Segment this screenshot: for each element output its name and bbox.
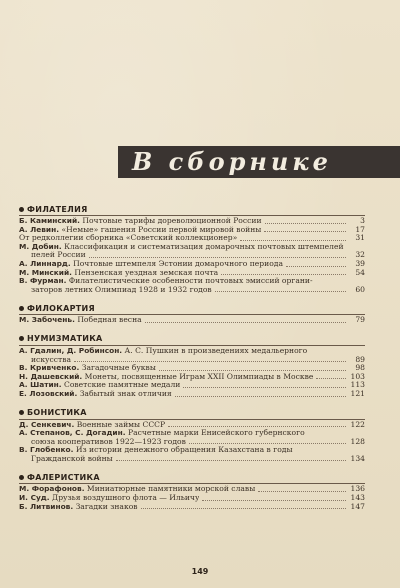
entry-title-continuation: заторов летних Олимпиад 1928 и 1932 годов bbox=[31, 285, 212, 294]
entry-author: Д. Сенкевич. bbox=[19, 420, 75, 429]
leader-dots bbox=[316, 378, 346, 379]
toc-entry[interactable] bbox=[19, 243, 365, 252]
entry-title: Почтовые тарифы дореволюционной России bbox=[82, 217, 262, 225]
entry-text bbox=[19, 503, 138, 512]
entry-title: Победная весна bbox=[77, 316, 142, 325]
entry-author: М. Минский. bbox=[19, 268, 72, 277]
toc-entry[interactable] bbox=[19, 269, 365, 278]
bullet-icon bbox=[19, 410, 24, 415]
entry-author: М. Забочень. bbox=[19, 316, 75, 325]
entry-title: Классификация и систематизация домарочных почтовых штемпелей bbox=[64, 242, 344, 251]
entry-text bbox=[19, 421, 165, 430]
toc-entry-continuation bbox=[19, 286, 365, 295]
entry-title: От редколлегии сборника «Советский коллекционер» bbox=[19, 234, 238, 243]
entry-author: Е. Лозовский. bbox=[19, 389, 78, 398]
entry-page-number: 39 bbox=[355, 258, 365, 268]
entry-text bbox=[19, 260, 283, 269]
entry-author: Б. Каминский. bbox=[19, 217, 80, 225]
toc-entry[interactable] bbox=[19, 421, 365, 430]
entry-text bbox=[19, 390, 172, 399]
leader-dots bbox=[159, 370, 346, 371]
entry-page-number: 134 bbox=[350, 453, 365, 463]
entry-page-number: 17 bbox=[355, 224, 365, 234]
leader-dots bbox=[286, 266, 346, 267]
section-heading-text: ФАЛЕРИСТИКА bbox=[27, 472, 100, 482]
toc-entry[interactable] bbox=[19, 234, 365, 243]
entry-page-number: 122 bbox=[350, 419, 365, 429]
table-of-contents bbox=[19, 204, 365, 520]
leader-dots bbox=[74, 361, 346, 362]
leader-dots bbox=[215, 291, 346, 292]
section-heading-text: ФИЛАТЕЛИЯ bbox=[27, 204, 88, 214]
entry-text bbox=[19, 429, 305, 438]
entry-title: Загадочные буквы bbox=[81, 364, 156, 373]
toc-entry[interactable] bbox=[19, 347, 365, 356]
section-divider bbox=[19, 215, 365, 216]
entry-page-number: 32 bbox=[355, 250, 365, 260]
leader-dots bbox=[141, 508, 346, 509]
entry-page-number: 89 bbox=[355, 354, 365, 364]
entry-text bbox=[19, 364, 156, 373]
toc-entry[interactable] bbox=[19, 494, 365, 503]
entry-text bbox=[19, 446, 293, 455]
toc-section bbox=[19, 408, 365, 464]
entry-title: Из истории денежного обращения Казахстана в годы bbox=[75, 446, 293, 455]
leader-dots bbox=[258, 491, 346, 492]
entry-page-number: 60 bbox=[355, 284, 365, 294]
entry-title-continuation: союза кооперативов 1922—1923 годов bbox=[31, 437, 186, 446]
entry-text bbox=[19, 269, 218, 278]
leader-dots bbox=[145, 322, 346, 323]
leader-dots bbox=[175, 396, 346, 397]
section-heading bbox=[19, 334, 365, 344]
toc-entry[interactable] bbox=[19, 217, 365, 226]
entry-text bbox=[19, 373, 313, 382]
bullet-icon bbox=[19, 306, 24, 311]
entry-page-number: 54 bbox=[355, 267, 365, 277]
entry-author: А. Левин. bbox=[19, 225, 60, 234]
entry-text bbox=[19, 277, 313, 286]
entry-page-number: 103 bbox=[350, 371, 365, 381]
leader-dots bbox=[265, 223, 346, 224]
entry-title: Советские памятные медали bbox=[64, 381, 181, 390]
toc-entry-continuation bbox=[19, 455, 365, 464]
bullet-icon bbox=[19, 336, 24, 341]
entry-author: В. Глобенко. bbox=[19, 446, 74, 455]
entry-text bbox=[19, 226, 261, 235]
entry-title: Пензенская уездная земская почта bbox=[74, 268, 219, 277]
entry-title-continuation: пелей России bbox=[31, 251, 86, 260]
entry-author: А. Шатин. bbox=[19, 381, 62, 390]
toc-entry-continuation bbox=[19, 251, 365, 260]
leader-dots bbox=[221, 274, 346, 275]
entry-title: Военные займы СССР bbox=[76, 420, 166, 429]
toc-entry[interactable] bbox=[19, 485, 365, 494]
entry-title: Друзья воздушного флота — Ильичу bbox=[52, 494, 200, 503]
page-number: 149 bbox=[191, 567, 209, 576]
toc-entry[interactable] bbox=[19, 226, 365, 235]
entry-title: А. С. Пушкин в произведениях медальерного bbox=[124, 346, 308, 355]
section-heading-text: ФИЛОКАРТИЯ bbox=[27, 303, 95, 313]
toc-entry[interactable] bbox=[19, 390, 365, 399]
toc-entry-continuation bbox=[19, 438, 365, 447]
bullet-icon bbox=[19, 475, 24, 480]
entry-text bbox=[19, 494, 199, 503]
entry-author: Н. Дашевский. bbox=[19, 372, 83, 381]
entry-title: «Немые» гашения России первой мировой войны bbox=[61, 225, 262, 234]
entry-title: Загадки знаков bbox=[75, 502, 138, 511]
entry-text bbox=[19, 217, 262, 226]
entry-text bbox=[19, 347, 307, 356]
toc-entry[interactable] bbox=[19, 260, 365, 269]
entry-text bbox=[19, 243, 344, 252]
page-title: В сборнике bbox=[132, 147, 332, 176]
entry-page-number: 79 bbox=[355, 315, 365, 325]
leader-dots bbox=[202, 500, 346, 501]
section-heading-text: НУМИЗМАТИКА bbox=[27, 334, 103, 344]
section-divider bbox=[19, 419, 365, 420]
entry-page-number: 3 bbox=[360, 216, 365, 225]
entry-author: В. Кривченко. bbox=[19, 364, 80, 373]
entry-page-number: 98 bbox=[355, 363, 365, 373]
leader-dots bbox=[189, 443, 346, 444]
leader-dots bbox=[183, 387, 346, 388]
entry-author: И. Суд. bbox=[19, 494, 50, 503]
toc-entry[interactable] bbox=[19, 503, 365, 512]
entry-text bbox=[19, 234, 237, 243]
section-heading bbox=[19, 472, 365, 482]
entry-page-number: 121 bbox=[350, 388, 365, 398]
entry-author: А. Линнард. bbox=[19, 259, 71, 268]
toc-entry[interactable] bbox=[19, 381, 365, 390]
toc-entry[interactable] bbox=[19, 316, 365, 325]
entry-page-number: 128 bbox=[350, 436, 365, 446]
entry-text bbox=[19, 485, 255, 494]
entry-author: М. Форафонов. bbox=[19, 485, 85, 494]
section-heading-text: БОНИСТИКА bbox=[27, 408, 87, 417]
section-divider bbox=[19, 345, 365, 346]
entry-title: Миниатюрные памятники морской славы bbox=[86, 485, 256, 494]
entry-title-continuation: Гражданской войны bbox=[31, 454, 113, 463]
toc-entry[interactable] bbox=[19, 373, 365, 382]
toc-section bbox=[19, 472, 365, 511]
entry-title: Монеты, посвященные Играм XXII Олимпиады в Москве bbox=[84, 372, 314, 381]
entry-page-number: 143 bbox=[350, 493, 365, 503]
entry-text bbox=[19, 381, 180, 390]
entry-page-number: 136 bbox=[350, 484, 365, 494]
section-divider bbox=[19, 314, 365, 315]
toc-section bbox=[19, 334, 365, 399]
leader-dots bbox=[168, 426, 346, 427]
leader-dots bbox=[240, 240, 346, 241]
entry-author: В. Фурман. bbox=[19, 277, 67, 286]
entry-title-continuation: искусства bbox=[31, 355, 72, 364]
toc-section bbox=[19, 303, 365, 325]
bullet-icon bbox=[19, 207, 24, 212]
toc-section bbox=[19, 204, 365, 294]
entry-author: М. Добин. bbox=[19, 242, 62, 251]
leader-dots bbox=[116, 460, 346, 461]
leader-dots bbox=[89, 257, 346, 258]
entry-page-number: 113 bbox=[350, 380, 365, 390]
toc-entry[interactable] bbox=[19, 364, 365, 373]
leader-dots bbox=[264, 231, 346, 232]
entry-text bbox=[19, 316, 142, 325]
section-heading bbox=[19, 204, 365, 214]
toc-entry[interactable] bbox=[19, 277, 365, 286]
entry-title: Забытый знак отличия bbox=[79, 389, 172, 398]
entry-page-number: 31 bbox=[355, 233, 365, 243]
section-heading bbox=[19, 408, 365, 418]
toc-entry[interactable] bbox=[19, 429, 365, 438]
entry-author: Б. Литвинов. bbox=[19, 502, 74, 511]
entry-title: Почтовые штемпеля Эстонии домарочного периода bbox=[73, 259, 283, 268]
section-divider bbox=[19, 483, 365, 484]
entry-page-number: 147 bbox=[350, 501, 365, 511]
toc-entry-continuation bbox=[19, 356, 365, 365]
entry-title: Расчетные марки Енисейского губернского bbox=[127, 429, 305, 438]
section-heading bbox=[19, 303, 365, 313]
entry-title: Филателистические особенности почтовых эмиссий органи- bbox=[68, 277, 313, 286]
toc-entry[interactable] bbox=[19, 446, 365, 455]
entry-author: А. Степанов, С. Догадин. bbox=[19, 429, 126, 438]
entry-author: А. Гдалин, Д. Робинсон. bbox=[19, 346, 123, 355]
